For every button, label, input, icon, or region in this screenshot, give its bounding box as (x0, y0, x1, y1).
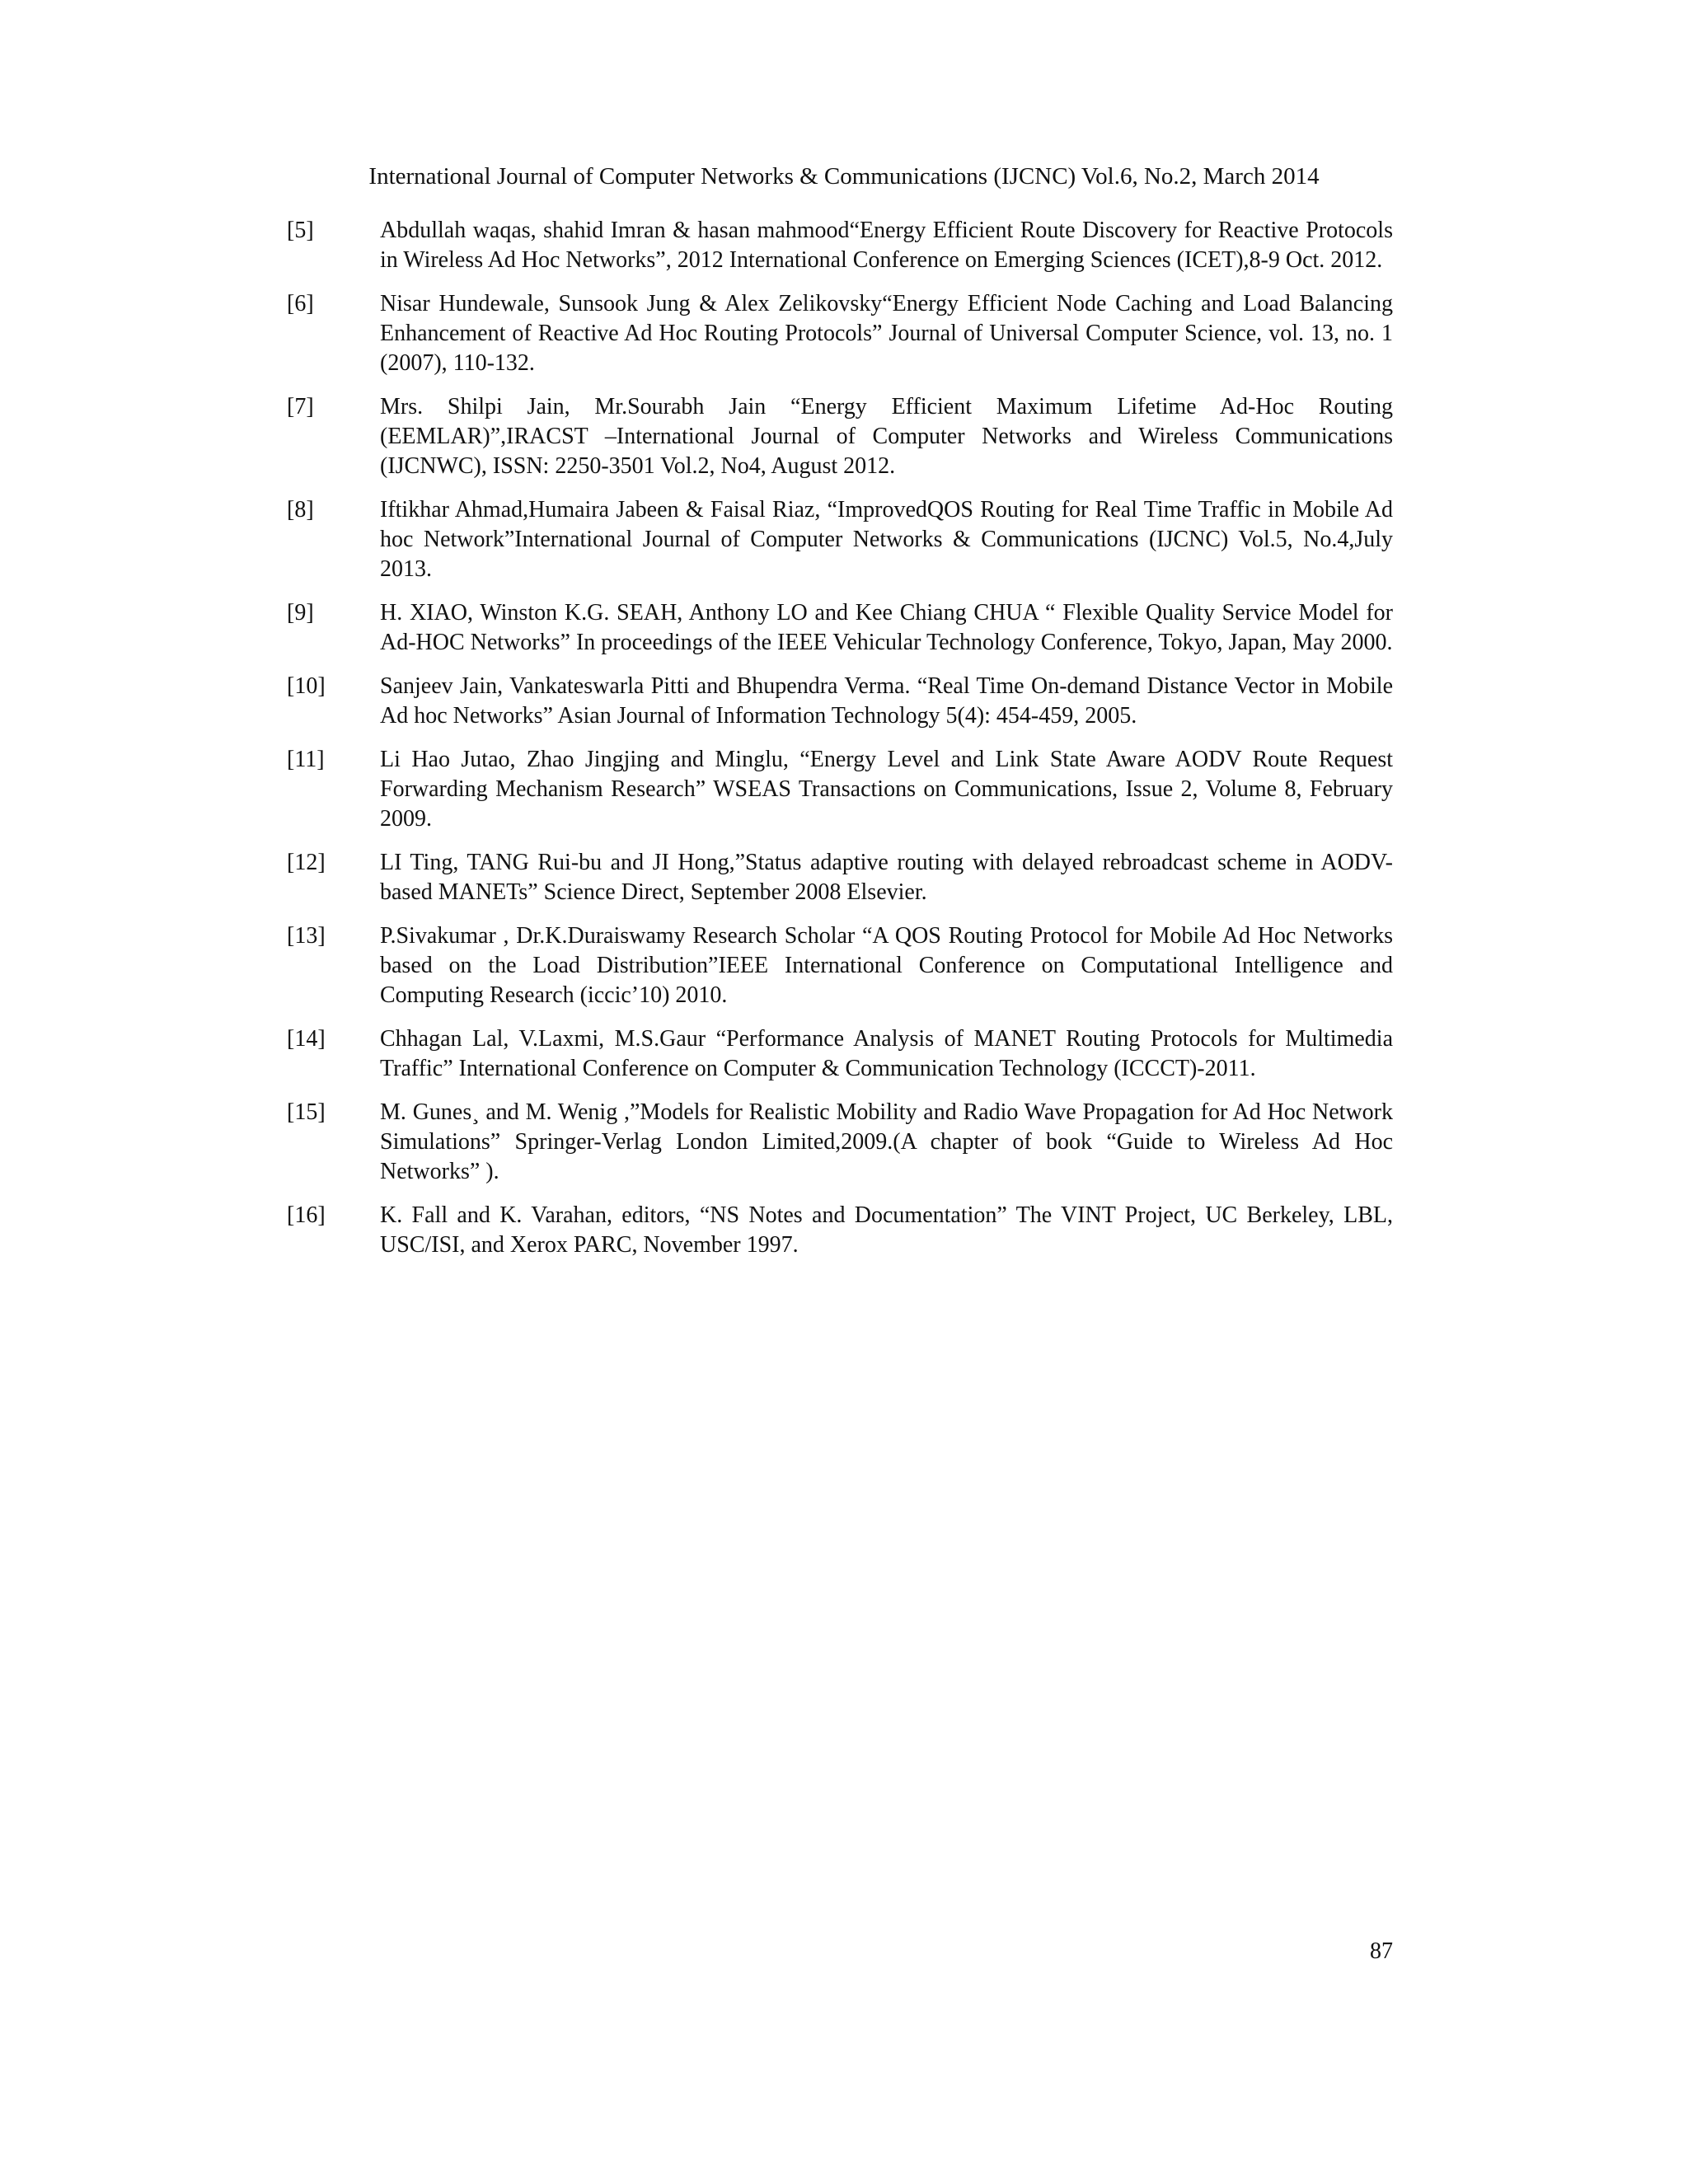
reference-number: [7] (287, 394, 314, 419)
reference-number: [9] (287, 600, 314, 626)
reference-text: Sanjeev Jain, Vankateswarla Pitti and Bhupendra Verma. “Real Time On-demand Distance Vector in Mobile Ad hoc Networks” Asian Journal of Information Technology 5(4): 454-459, 2005. (380, 673, 1393, 729)
reference-item (287, 1024, 1393, 1084)
reference-item (287, 745, 1393, 834)
reference-number: [16] (287, 1202, 326, 1228)
reference-item (287, 921, 1393, 1010)
reference-text: K. Fall and K. Varahan, editors, “NS Notes and Documentation” The VINT Project, UC Berkeley, LBL, USC/ISI, and Xerox PARC, November 1997. (380, 1202, 1393, 1258)
reference-number: [11] (287, 747, 325, 772)
reference-number: [8] (287, 497, 314, 523)
reference-text: Chhagan Lal, V.Laxmi, M.S.Gaur “Performance Analysis of MANET Routing Protocols for Multimedia Traffic” International Conference on Computer & Communication Technology (ICCCT)-2011. (380, 1026, 1393, 1081)
reference-number: [5] (287, 218, 314, 243)
reference-number: [14] (287, 1026, 326, 1052)
reference-item (287, 848, 1393, 907)
reference-text: LI Ting, TANG Rui-bu and JI Hong,”Status adaptive routing with delayed rebroadcast scheme in AODV-based MANETs” Science Direct, September 2008 Elsevier. (380, 850, 1393, 905)
reference-number: [6] (287, 291, 314, 316)
reference-item (287, 672, 1393, 731)
reference-item (287, 495, 1393, 584)
page-number: 87 (1370, 1938, 1393, 1964)
reference-text: M. Gunes¸ and M. Wenig ,”Models for Realistic Mobility and Radio Wave Propagation for Ad Hoc Network Simulations” Springer-Verlag London Limited,2009.(A chapter of book “Guide to Wireless Ad Hoc Networks” ). (380, 1099, 1393, 1184)
reference-text: Li Hao Jutao, Zhao Jingjing and Minglu, “Energy Level and Link State Aware AODV Route Request Forwarding Mechanism Research” WSEAS Transactions on Communications, Issue 2, Volume 8, February 2009. (380, 747, 1393, 832)
reference-text: H. XIAO, Winston K.G. SEAH, Anthony LO and Kee Chiang CHUA “ Flexible Quality Service Model for Ad-HOC Networks” In proceedings of the IEEE Vehicular Technology Conference, Tokyo, Japan, May 2000. (380, 600, 1393, 655)
reference-number: [13] (287, 923, 326, 949)
reference-item (287, 392, 1393, 481)
reference-text: Abdullah waqas, shahid Imran & hasan mahmood“Energy Efficient Route Discovery for Reactive Protocols in Wireless Ad Hoc Networks”, 2012 International Conference on Emerging Sciences (ICET),8-9 Oct. 2012. (380, 218, 1393, 273)
reference-text: Iftikhar Ahmad,Humaira Jabeen & Faisal Riaz, “ImprovedQOS Routing for Real Time Traffic in Mobile Ad hoc Network”International Journal of Computer Networks & Communications (IJCNC) Vol.5, No.4,July 2013. (380, 497, 1393, 582)
reference-item (287, 598, 1393, 658)
reference-number: [10] (287, 673, 326, 699)
reference-number: [15] (287, 1099, 326, 1125)
running-header: International Journal of Computer Networks & Communications (IJCNC) Vol.6, No.2, March 2014 (368, 163, 1320, 190)
reference-item (287, 289, 1393, 378)
reference-number: [12] (287, 850, 326, 875)
reference-text: Mrs. Shilpi Jain, Mr.Sourabh Jain “Energy Efficient Maximum Lifetime Ad-Hoc Routing (EEMLAR)”,IRACST –International Journal of Computer Networks and Wireless Communications (IJCNWC), ISSN: 2250-3501 Vol.2, No4, August 2012. (380, 394, 1393, 479)
reference-item (287, 1201, 1393, 1260)
reference-item (287, 216, 1393, 275)
reference-item (287, 1098, 1393, 1187)
reference-text: Nisar Hundewale, Sunsook Jung & Alex Zelikovsky“Energy Efficient Node Caching and Load Balancing Enhancement of Reactive Ad Hoc Routing Protocols” Journal of Universal Computer Science, vol. 13, no. 1 (2007), 110-132. (380, 291, 1393, 376)
reference-list (287, 216, 1393, 1274)
reference-text: P.Sivakumar , Dr.K.Duraiswamy Research Scholar “A QOS Routing Protocol for Mobile Ad Hoc Networks based on the Load Distribution”IEEE International Conference on Computational Intelligence and Computing Research (iccic’10) 2010. (380, 923, 1393, 1008)
